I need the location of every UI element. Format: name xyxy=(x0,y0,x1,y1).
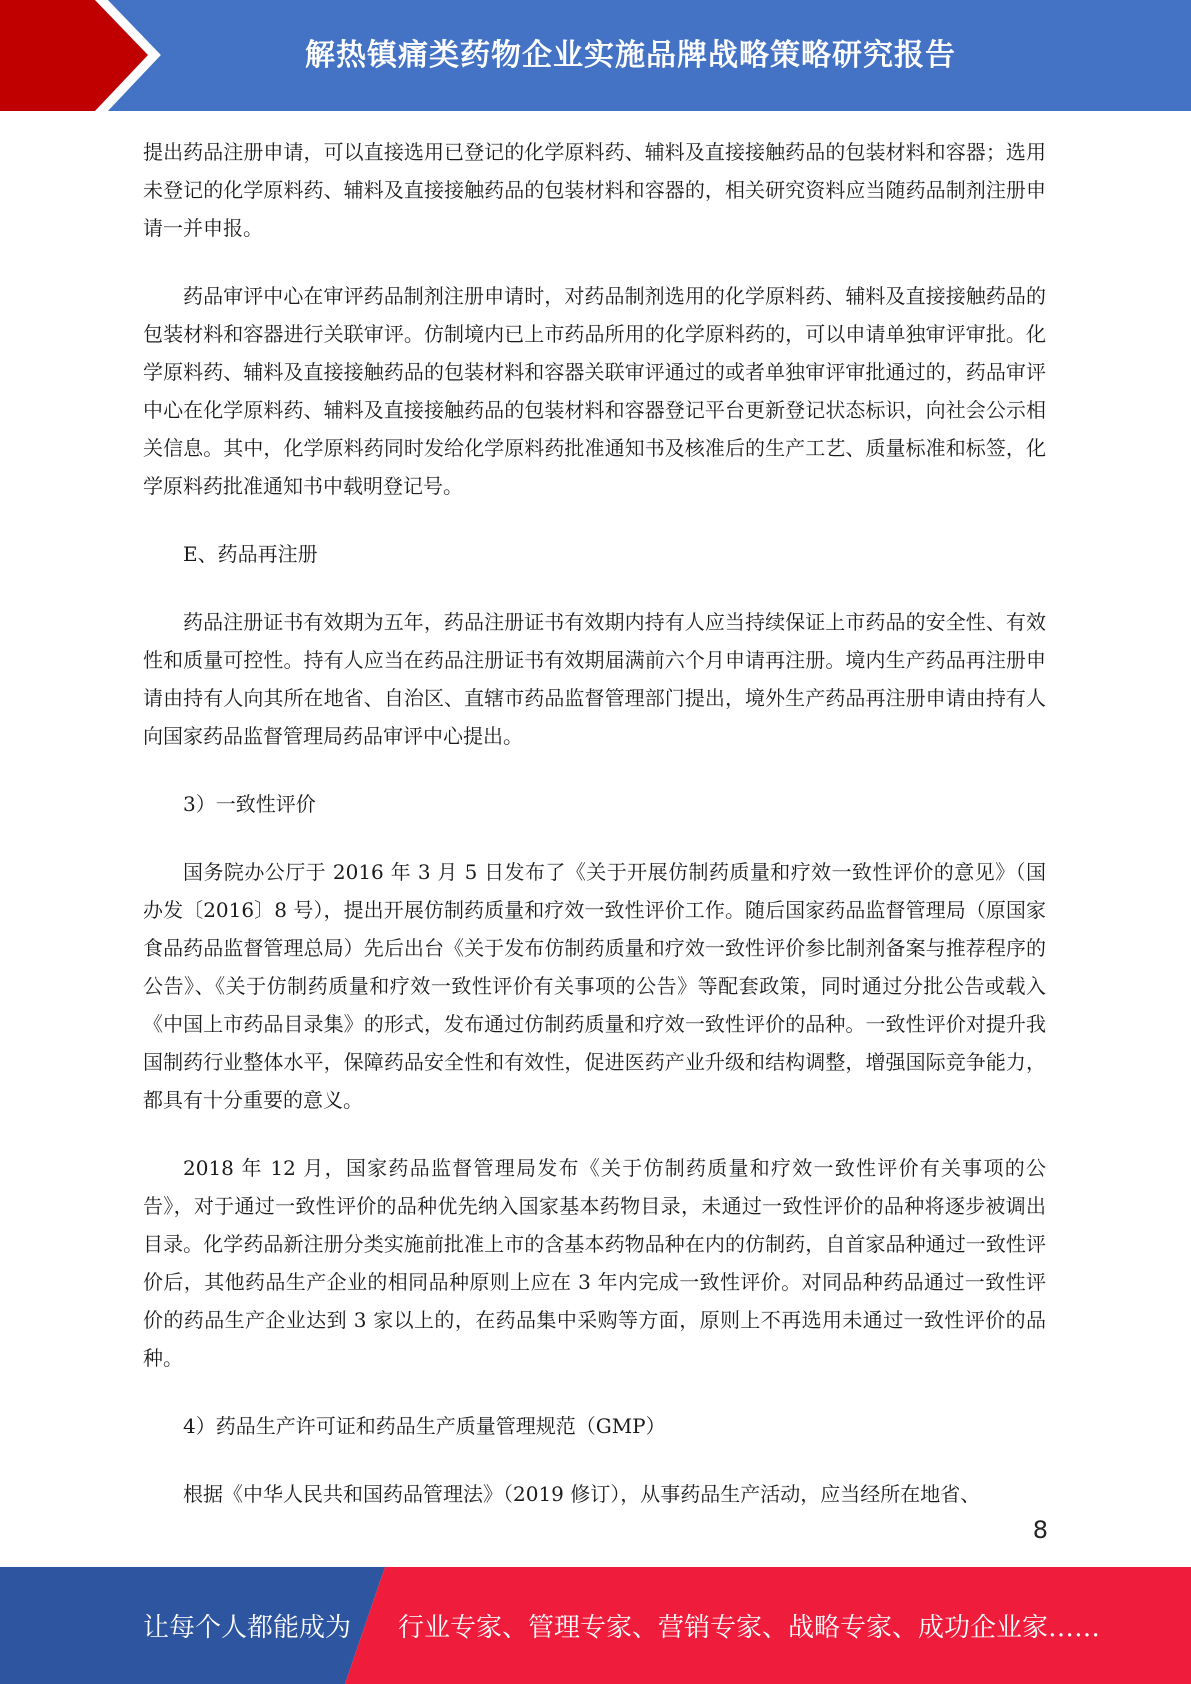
footer-slogan-right: 行业专家、管理专家、营销专家、战略专家、成功企业家…… xyxy=(398,1613,1101,1643)
paragraph-related-review: 药品审评中心在审评药品制剂注册申请时，对药品制剂选用的化学原料药、辅料及直接接触药品的包装材料和容器进行关联审评。仿制境内已上市药品所用的化学原料药的，可以申请单独审评审批。化学原料药、辅料及直接接触药品的包装材料和容器关联审评通过的或者单独审评审批通过的，药品审评中心在化学原料药、辅料及直接接触药品的包装材料和容器登记平台更新登记状态标识，向社会公示相关信息。其中，化学原料药同时发给化学原料药批准通知书及核准后的生产工艺、质量标准和标签，化学原料药批准通知书中载明登记号。 xyxy=(143,284,1046,498)
page-footer xyxy=(0,1567,1191,1684)
document-body xyxy=(143,133,1046,1513)
heading-gmp: 4）药品生产许可证和药品生产质量管理规范（GMP） xyxy=(183,1414,666,1438)
heading-consistency-evaluation: 3）一致性评价 xyxy=(183,792,316,816)
footer-slogan-left: 让每个人都能成为 xyxy=(143,1613,352,1643)
paragraph-re-registration: 药品注册证书有效期为五年，药品注册证书有效期内持有人应当持续保证上市药品的安全性、有效性和质量可控性。持有人应当在药品注册证书有效期届满前六个月申请再注册。境内生产药品再注册申请由持有人向其所在地省、自治区、直辖市药品监督管理部门提出，境外生产药品再注册申请由持有人向国家药品监督管理局药品审评中心提出。 xyxy=(143,610,1046,748)
paragraph-drug-law: 根据《中华人民共和国药品管理法》（2019 修订），从事药品生产活动，应当经所在地省、 xyxy=(183,1482,981,1506)
paragraph-consistency-2018: 2018 年 12 月，国家药品监督管理局发布《关于仿制药质量和疗效一致性评价有关事项的公告》，对于通过一致性评价的品种优先纳入国家基本药物目录，未通过一致性评价的品种将逐步被调出目录。化学药品新注册分类实施前批准上市的含基本药物品种在内的仿制药，自首家品种通过一致性评价后，其他药品生产企业的相同品种原则上应在 3 年内完成一致性评价。对同品种药品通过一致性评价的药品生产企业达到 3 家以上的，在药品集中采购等方面，原则上不再选用未通过一致性评价的品种。 xyxy=(143,1156,1046,1370)
paragraph-registration-application: 提出药品注册申请，可以直接选用已登记的化学原料药、辅料及直接接触药品的包装材料和容器；选用未登记的化学原料药、辅料及直接接触药品的包装材料和容器的，相关研究资料应当随药品制剂注册申请一并申报。 xyxy=(143,140,1046,240)
page-header xyxy=(0,0,1191,111)
heading-re-registration: E、药品再注册 xyxy=(183,542,318,566)
page-number: 8 xyxy=(1032,1516,1048,1544)
paragraph-consistency-2016: 国务院办公厅于 2016 年 3 月 5 日发布了《关于开展仿制药质量和疗效一致性评价的意见》（国办发〔2016〕8 号），提出开展仿制药质量和疗效一致性评价工作。随后国家药品监督管理局（原国家食品药品监督管理总局）先后出台《关于发布仿制药质量和疗效一致性评价参比制剂备案与推荐程序的公告》、《关于仿制药质量和疗效一致性评价有关事项的公告》等配套政策，同时通过分批公告或载入《中国上市药品目录集》的形式，发布通过仿制药质量和疗效一致性评价的品种。一致性评价对提升我国制药行业整体水平，保障药品安全性和有效性，促进医药产业升级和结构调整，增强国际竞争能力，都具有十分重要的意义。 xyxy=(143,860,1046,1112)
report-title: 解热镇痛类药物企业实施品牌战略策略研究报告 xyxy=(305,38,956,73)
